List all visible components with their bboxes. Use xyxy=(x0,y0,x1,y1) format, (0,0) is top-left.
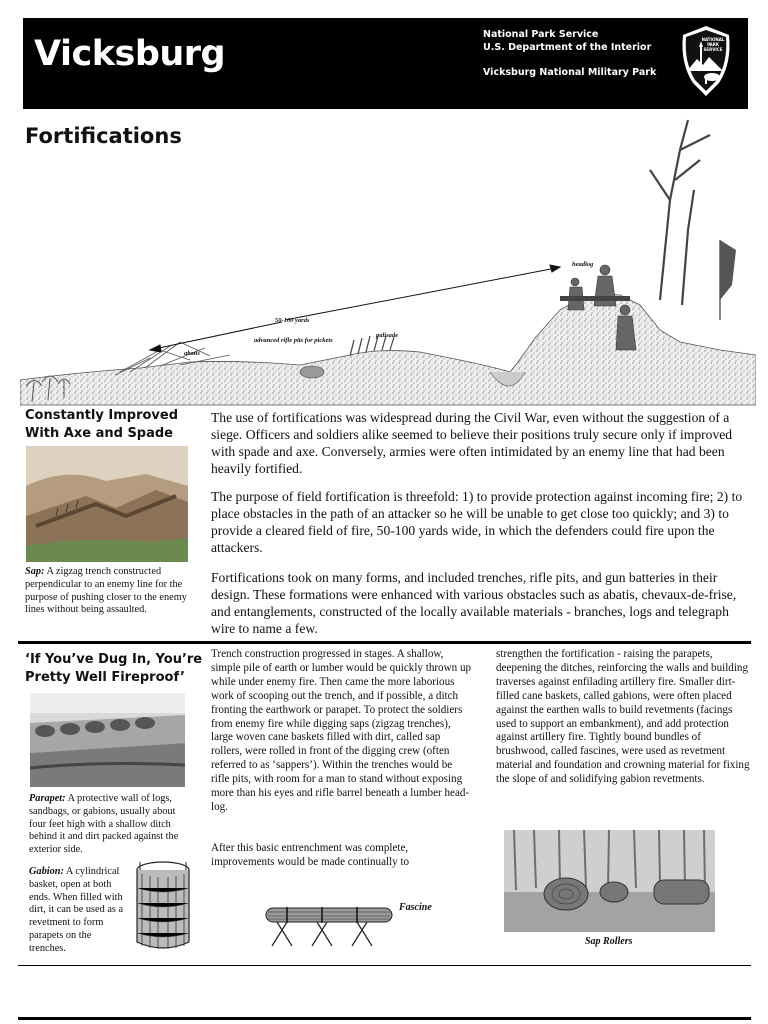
emblem-line-1: NATIONAL xyxy=(701,37,725,42)
bottom-rule-thick xyxy=(18,1017,751,1020)
section2-heading-line1: ‘If You’ve Dug In, You’re xyxy=(25,652,203,667)
section2-column1-paragraph-1: Trench construction progressed in stages. A shallow, simple pile of earth or lumber would be quickly thrown up while under enemy fire. Then came the more laborious work of scooping out the trench, and if possible, a ditch fronting the earthwork or parapet. To protect the soldiers from enemy fire while digging saps (zigzag trenches), large woven cane baskets filled with dirt, called sap rollers, were rolled in front of the digging crew (often referred to as ‘sappers’). Within the trenches would be rifle pits, with room for a man to stand without exposing more than his eyes and rifle barrel beneath a lumber head-log. xyxy=(211,648,472,813)
parapet-photo xyxy=(30,693,185,787)
section2-heading xyxy=(25,651,210,687)
label-distance: 50-100 yards xyxy=(275,317,310,324)
label-headlog: headlog xyxy=(572,261,594,268)
page-title: Fortifications xyxy=(25,124,182,148)
fascine-label: Fascine xyxy=(399,902,432,913)
section1-paragraph-2: The purpose of field fortification is threefold: 1) to provide protection against incoming fire; 2) to place obstacles in the path of an attacker so he will be unable to get close too quickly; and 3) to provide a cleared field of fire, 50-100 yards wide, in which the defenders could fire upon the attackers. xyxy=(211,489,743,555)
section2-column1-paragraph-2: After this basic entrenchment was complete, improvements would be made continually to xyxy=(211,842,410,868)
section1-heading-line1: Constantly Improved xyxy=(25,408,179,423)
fortification-diagram xyxy=(20,110,756,406)
header-band xyxy=(23,18,748,109)
label-abatis: abatis xyxy=(184,350,200,357)
gabion-term: Gabion: xyxy=(29,866,64,877)
sap-caption xyxy=(25,566,190,617)
section1-heading-line2: With Axe and Spade xyxy=(25,426,174,441)
parapet-definition: A protective wall of logs, sandbags, or gabions, usually about four feet high with a shallow ditch behind it and dirt packed against the exterior side. xyxy=(29,793,179,856)
department-name: U.S. Department of the Interior xyxy=(483,42,652,53)
nps-arrowhead-logo xyxy=(679,25,733,97)
section1-paragraph-1: The use of fortifications was widespread during the Civil War, even without the suggestion of a siege. Officers and soldiers alike seemed to believe their positions truly secure only if improved with spade and axe. Conversely, armies were often intimidated by an enemy line that had been heavily fortified. xyxy=(211,410,733,476)
label-rifle-pits: advanced rifle pits for pickets xyxy=(254,337,333,344)
section-divider xyxy=(18,641,751,644)
sap-illustration xyxy=(26,446,188,562)
sap-term: Sap: xyxy=(25,566,45,577)
gabion-definition: A cylindrical basket, open at both ends. When filled with dirt, it can be used as a revetment to form parapets on the trenches. xyxy=(29,866,124,954)
sap-definition: A zigzag trench constructed perpendicular to an enemy line for the purpose of pushing closer to the enemy lines without being assaulted. xyxy=(25,566,187,616)
section1-heading xyxy=(25,407,205,443)
section2-heading-line2: Pretty Well Fireproof’ xyxy=(25,670,185,685)
fascine-drawing xyxy=(262,894,398,950)
parapet-caption xyxy=(29,793,189,857)
parapet-term: Parapet: xyxy=(29,793,66,804)
emblem-line-3: SERVICE xyxy=(703,47,723,52)
sap-rollers-label: Sap Rollers xyxy=(585,936,633,947)
label-palisade: palisade xyxy=(376,332,399,339)
bottom-rule-thin xyxy=(18,965,751,966)
park-name: Vicksburg National Military Park xyxy=(483,67,657,78)
emblem-line-2: PARK xyxy=(707,42,719,47)
agency-name: National Park Service xyxy=(483,29,599,40)
gabion-drawing xyxy=(130,858,196,954)
section1-paragraph-3: Fortifications took on many forms, and included trenches, rifle pits, and gun batteries in their design. These formations were enhanced with various obstacles such as abatis, chevaux-de-frise, and entanglements, constructed of the locally available materials - branches, logs and telegraph wire to name a few. xyxy=(211,570,737,636)
agency-block xyxy=(483,28,656,79)
gabion-caption xyxy=(29,866,129,956)
section2-column2-paragraph-1: strengthen the fortification - raising the parapets, deepening the ditches, reinforcing the walls and building traverses against enfilading artillery fire. Smaller dirt-filled cane baskets, called gabions, were often placed against the earthen walls to build revetments (facings used to support an embankment), and add protection against artillery fire. Tightly bound bundles of brushwood, called fascines, were used as revetment material and foundation and crowning material for fixing the slope of and solidifying gabion revetments. xyxy=(496,648,750,786)
park-title: Vicksburg xyxy=(34,34,226,74)
sap-rollers-photo xyxy=(504,830,715,932)
